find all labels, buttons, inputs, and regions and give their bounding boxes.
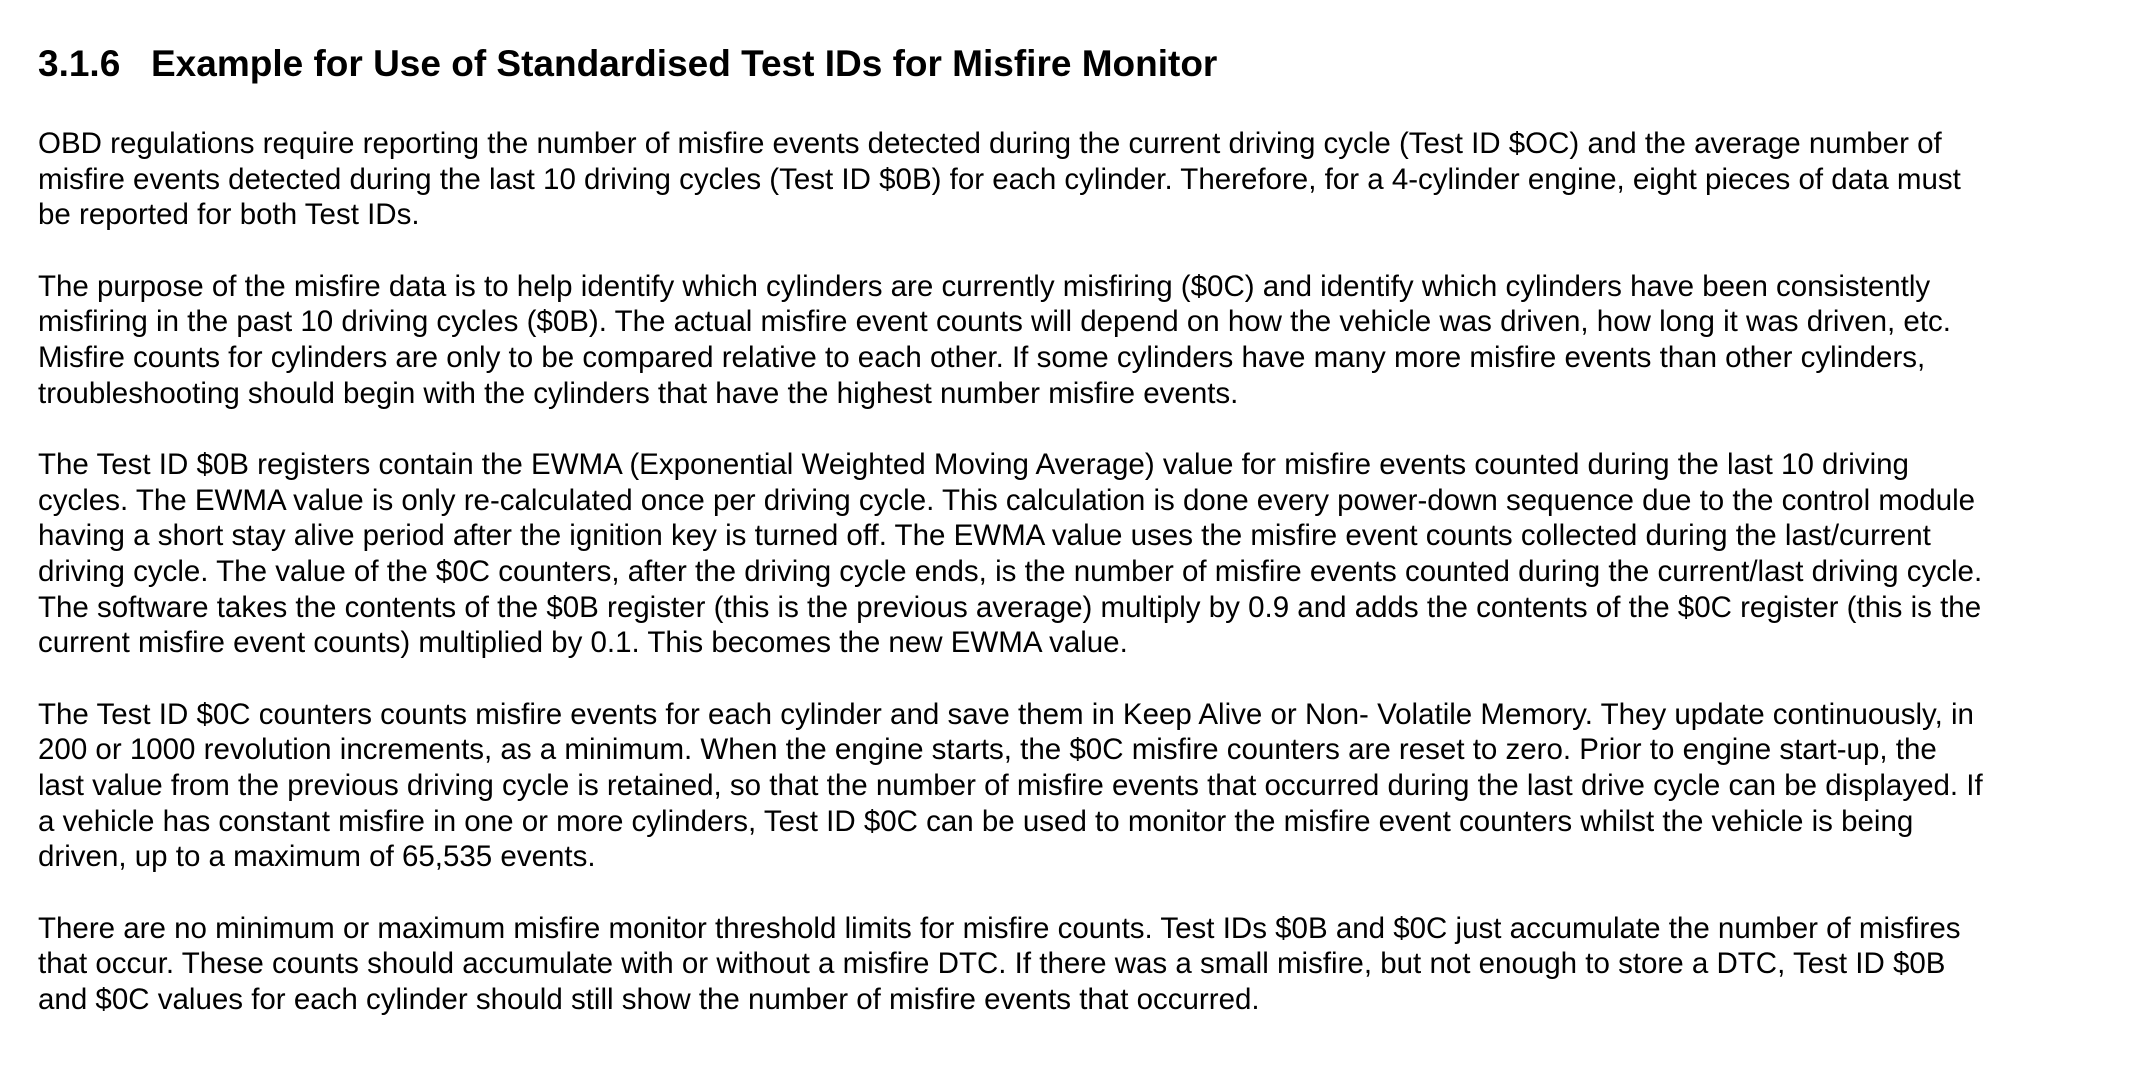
text-line: cycles. The EWMA value is only re-calculated once per driving cycle. This calculation is done every power-down sequence due to the control module [38, 483, 1976, 517]
text-line: misfiring in the past 10 driving cycles ($0B). The actual misfire event counts will depend on how the vehicle was driven, how long it was driven, etc. [38, 305, 1951, 339]
text-line: a vehicle has constant misfire in one or more cylinders, Test ID $0C can be used to monitor the misfire event counters whilst the vehicle is being [38, 804, 1914, 838]
paragraph-test-id-0c-counters [38, 697, 2108, 875]
text-line: driven, up to a maximum of 65,535 events. [38, 840, 596, 874]
text-line: OBD regulations require reporting the number of misfire events detected during the current driving cycle (Test ID $OC) and the average number of [38, 127, 1942, 160]
text-line: The Test ID $0C counters counts misfire events for each cylinder and save them in Keep Alive or Non- Volatile Memory. They update continuously, in [38, 697, 1974, 731]
text-line: troubleshooting should begin with the cylinders that have the highest number misfire events. [38, 376, 1239, 410]
section-number: 3.1.6 [38, 43, 121, 84]
text-line: current misfire event counts) multiplied by 0.1. This becomes the new EWMA value. [38, 626, 1128, 660]
document-page [38, 40, 2108, 1053]
text-line: last value from the previous driving cycle is retained, so that the number of misfire events that occurred during the last drive cycle can be displayed. If [38, 768, 1983, 802]
text-line: that occur. These counts should accumulate with or without a misfire DTC. If there was a small misfire, but not enough to store a DTC, Test ID $0B [38, 947, 1946, 981]
text-line: be reported for both Test IDs. [38, 198, 420, 232]
text-line: driving cycle. The value of the $0C counters, after the driving cycle ends, is the number of misfire events counted during the current/last driving cycle. [38, 554, 1983, 588]
section-heading [38, 40, 2108, 88]
text-line: Misfire counts for cylinders are only to be compared relative to each other. If some cylinders have many more misfire events than other cylinders, [38, 340, 1926, 374]
paragraph-threshold-limits [38, 911, 2108, 1018]
paragraph-obd-regulations [38, 126, 2108, 233]
section-title: Example for Use of Standardised Test IDs for Misfire Monitor [151, 43, 1218, 84]
text-line: The software takes the contents of the $0B register (this is the previous average) multiply by 0.9 and adds the contents of the $0C register (this is the [38, 590, 1982, 624]
paragraph-test-id-0b-ewma [38, 447, 2108, 661]
text-line: 200 or 1000 revolution increments, as a minimum. When the engine starts, the $0C misfire counters are reset to zero. Prior to engine start-up, the [38, 733, 1937, 767]
text-line: The Test ID $0B registers contain the EWMA (Exponential Weighted Moving Average) value for misfire events counted during the last 10 driving [38, 448, 1909, 482]
text-line: There are no minimum or maximum misfire monitor threshold limits for misfire counts. Test IDs $0B and $0C just accumulate the number of misfires [38, 911, 1961, 945]
paragraph-misfire-data-purpose [38, 269, 2108, 411]
text-line: misfire events detected during the last 10 driving cycles (Test ID $0B) for each cylinder. Therefore, for a 4-cylinder engine, eight pieces of data must [38, 162, 1961, 196]
text-line: The purpose of the misfire data is to help identify which cylinders are currently misfiring ($0C) and identify which cylinders have been consistently [38, 269, 1931, 303]
text-line: and $0C values for each cylinder should still show the number of misfire events that occurred. [38, 982, 1260, 1016]
text-line: having a short stay alive period after the ignition key is turned off. The EWMA value uses the misfire event counts collected during the last/current [38, 519, 1931, 553]
